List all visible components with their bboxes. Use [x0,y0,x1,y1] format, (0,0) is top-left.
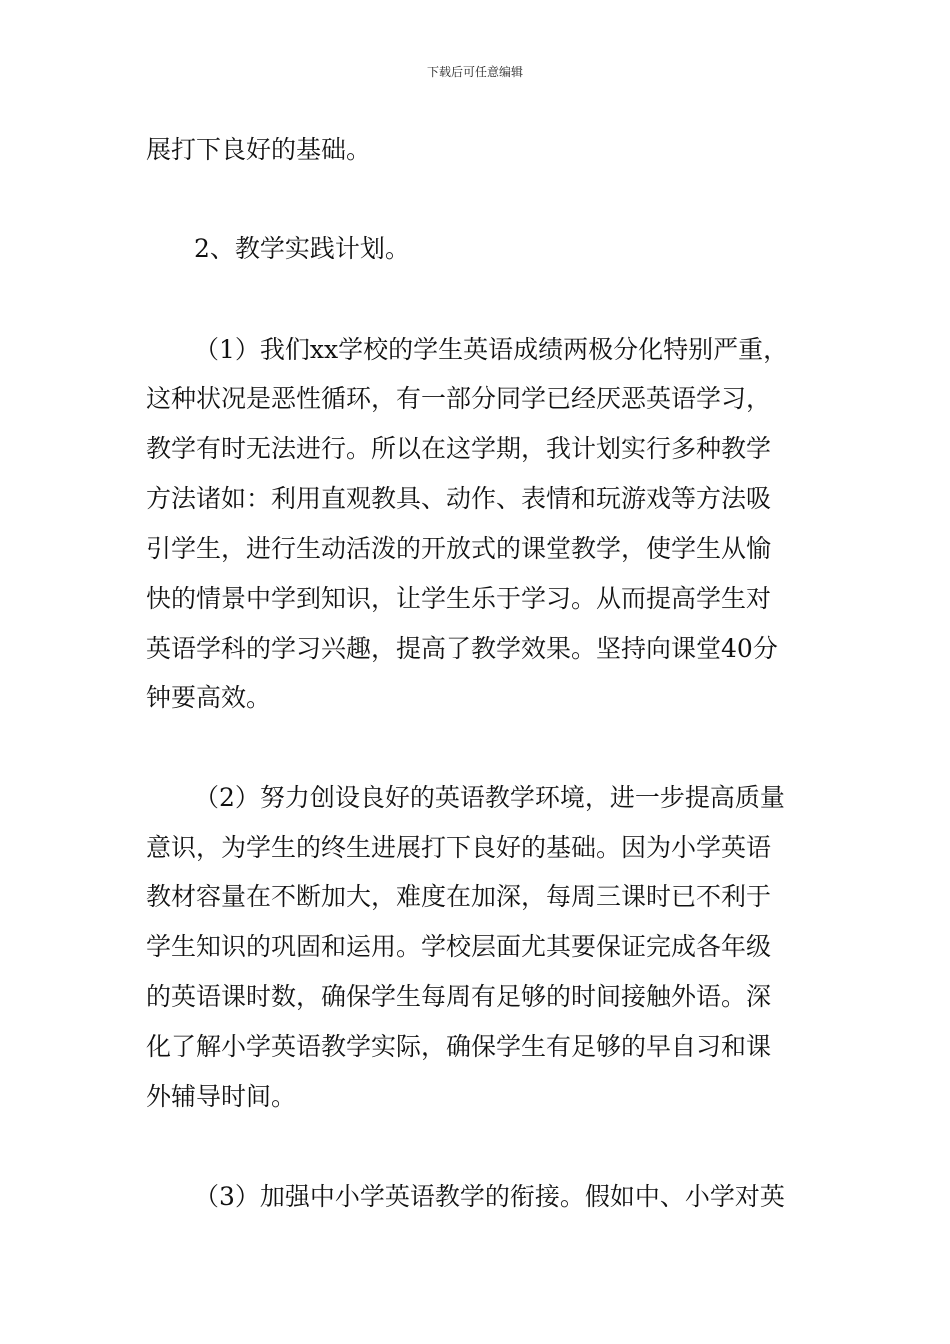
text-line: 引学生，进行生动活泼的开放式的课堂教学，使学生从愉 [146,534,772,563]
text-line: 展打下良好的基础。 [146,135,372,164]
text-line: （1）我们xx学校的学生英语成绩两极分化特别严重， [194,335,789,364]
text-line: 英语学科的学习兴趣，提高了教学效果。坚持向课堂40分 [146,634,778,663]
text-line: 方法诸如：利用直观教具、动作、表情和玩游戏等方法吸 [146,484,772,513]
text-line: 学生知识的巩固和运用。学校层面尤其要保证完成各年级 [146,932,772,961]
text-line: 意识，为学生的终生进展打下良好的基础。因为小学英语 [146,833,772,862]
text-line: 快的情景中学到知识，让学生乐于学习。从而提高学生对 [146,584,772,613]
text-line: 这种状况是恶性循环，有一部分同学已经厌恶英语学习， [146,384,772,413]
text-line: 教学有时无法进行。所以在这学期，我计划实行多种教学 [146,434,772,463]
text-line: 教材容量在不断加大，难度在加深，每周三课时已不利于 [146,882,772,911]
text-line: 钟要高效。 [146,683,272,712]
text-line: 的英语课时数，确保学生每周有足够的时间接触外语。深 [146,982,772,1011]
text-line: （3）加强中小学英语教学的衔接。假如中、小学对英 [194,1182,785,1211]
text-line: 外辅导时间。 [146,1082,297,1111]
section-heading: 2、教学实践计划。 [194,234,410,263]
text-line: 化了解小学英语教学实际，确保学生有足够的早自习和课 [146,1032,772,1061]
text-line: （2）努力创设良好的英语教学环境，进一步提高质量 [194,783,785,812]
page-header: 下载后可任意编辑 [426,65,523,79]
